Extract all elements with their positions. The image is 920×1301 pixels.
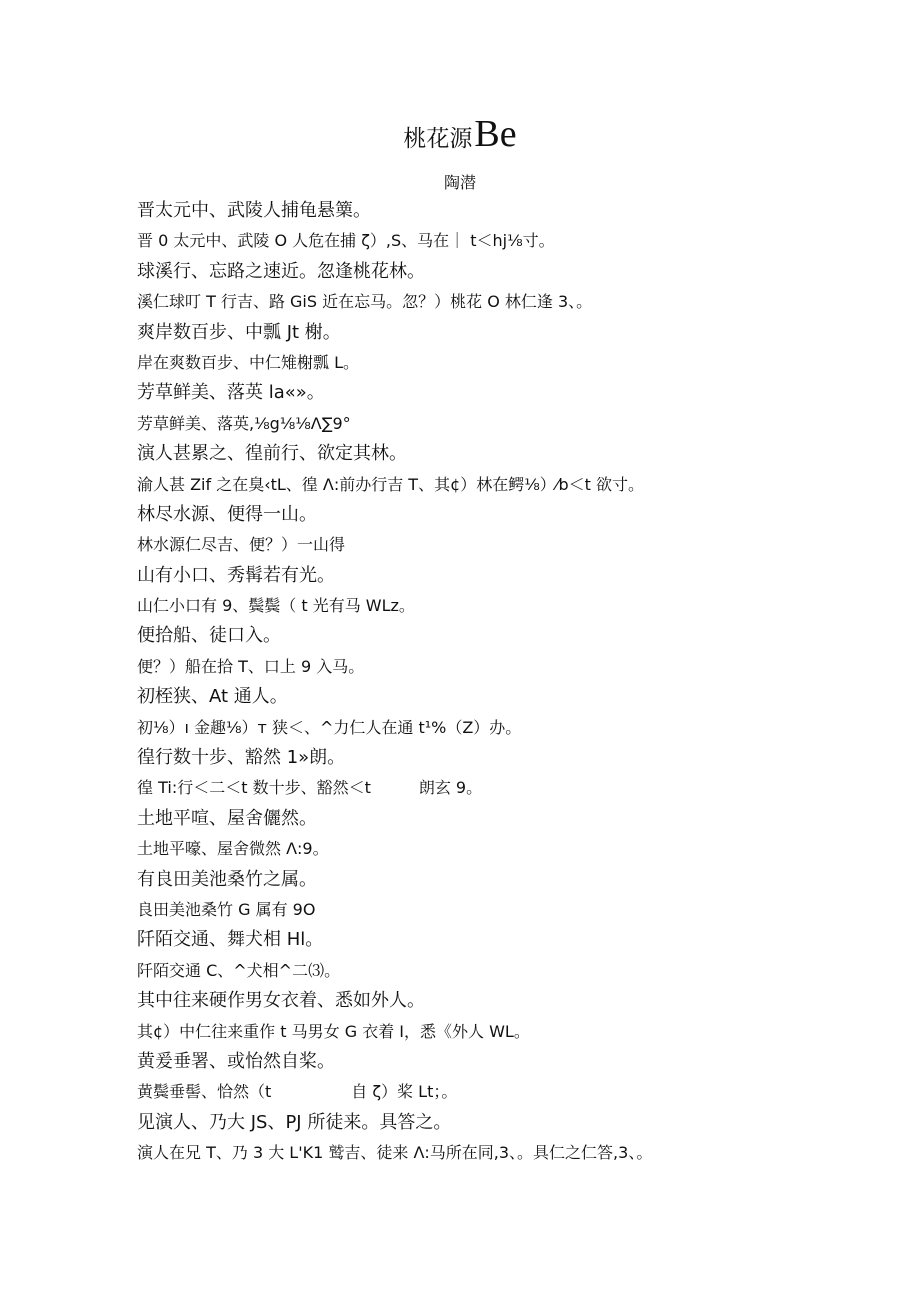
original-text-line: 芳草鲜美、落英 la«»。 (137, 382, 325, 404)
translation-text-line: 晋 0 太元中、武陵 O 人危在捕 ζ）,S、马在｜ t＜hj⅛寸。 (137, 231, 555, 251)
original-text-line: 黄爰垂署、或怡然自桨。 (137, 1050, 335, 1072)
translation-text-line: 溪仁球叮 T 行吉、路 GiS 近在忘马。忽？）桃花 O 林仁逢 3、。 (137, 292, 593, 312)
translation-text-line: 林水源仁尽吉、便？）一山得 (137, 535, 346, 555)
translation-text-line: 徨 Ti:行＜二＜t 数十步、豁然＜t 朗玄 9。 (137, 778, 483, 798)
translation-text-line: 渝人甚 Zif 之在臭‹tL、徨 Λ:前办行吉 T、其¢）林在鳄⅛）⁄b＜t 欲寸。 (137, 474, 644, 494)
original-text-line: 晋太元中、武陵人捕龟悬篥。 (137, 200, 371, 221)
text-body (137, 196, 897, 1169)
original-text-line: 其中往来硬作男女衣着、悉如外人。 (137, 990, 425, 1012)
original-text-line: 演人甚累之、徨前行、欲定其林。 (137, 443, 407, 465)
translation-text-line: 演人在兄 T、乃 3 大 L'K1 鹫吉、徒来 Λ:马所在同,3、。具仁之仁答,3、。 (137, 1143, 653, 1163)
original-text-line: 便拾船、徒口入。 (137, 625, 281, 647)
translation-text-line: 初⅛）ı 金趣⅛）т 狭＜、^力仁人在通 t¹%（Z）办。 (137, 717, 522, 737)
original-text-line: 爽岸数百步、中瓢 Jt 榭。 (137, 321, 341, 343)
original-text-line: 林尽水源、便得一山。 (137, 503, 317, 525)
document-title (0, 112, 920, 156)
title-latin: Be (474, 113, 517, 155)
original-text-line: 徨行数十步、豁然 1»朗。 (137, 747, 346, 769)
translation-text-line: 山仁小口有 9、鬓鬓（ t 光有马 WLz。 (137, 596, 415, 616)
original-text-line: 见演人、乃大 JS、PJ 所徒来。具答之。 (137, 1111, 452, 1133)
translation-text-line: 芳草鲜美、落英,⅛g⅛⅛Λ∑9° (137, 413, 351, 433)
original-text-line: 初桎狭、At 通人。 (137, 686, 288, 708)
translation-text-line: 其¢）中仁往来重作 t 马男女 G 衣着 I，悉《外人 WL。 (137, 1021, 530, 1041)
translation-text-line: 阡陌交通 C、^犬相^二⑶。 (137, 960, 341, 980)
translation-text-line: 便？）船在拾 T、口上 9 入马。 (137, 656, 365, 676)
translation-text-line: 土地平嚎、屋舍微然 Λ:9。 (137, 839, 329, 859)
translation-text-line: 良田美池桑竹 G 属有 9O (137, 899, 316, 919)
translation-text-line: 黄鬓垂髻、恰然（t 自 ζ）桨 Lt；。 (137, 1082, 458, 1102)
original-text-line: 山有小口、秀髯若有光。 (137, 564, 335, 586)
original-text-line: 有良田美池桑竹之属。 (137, 868, 317, 890)
original-text-line: 球溪行、忘路之速近。忽逢桃花林。 (137, 260, 425, 282)
original-text-line: 土地平喧、屋舍儷然。 (137, 807, 317, 829)
translation-text-line: 岸在爽数百步、中仁雉榭瓢 L。 (137, 352, 360, 372)
author-name: 陶潜 (443, 173, 476, 192)
title-chinese: 桃花源 (403, 126, 473, 152)
original-text-line: 阡陌交通、舞犬相 Hl。 (137, 929, 324, 951)
